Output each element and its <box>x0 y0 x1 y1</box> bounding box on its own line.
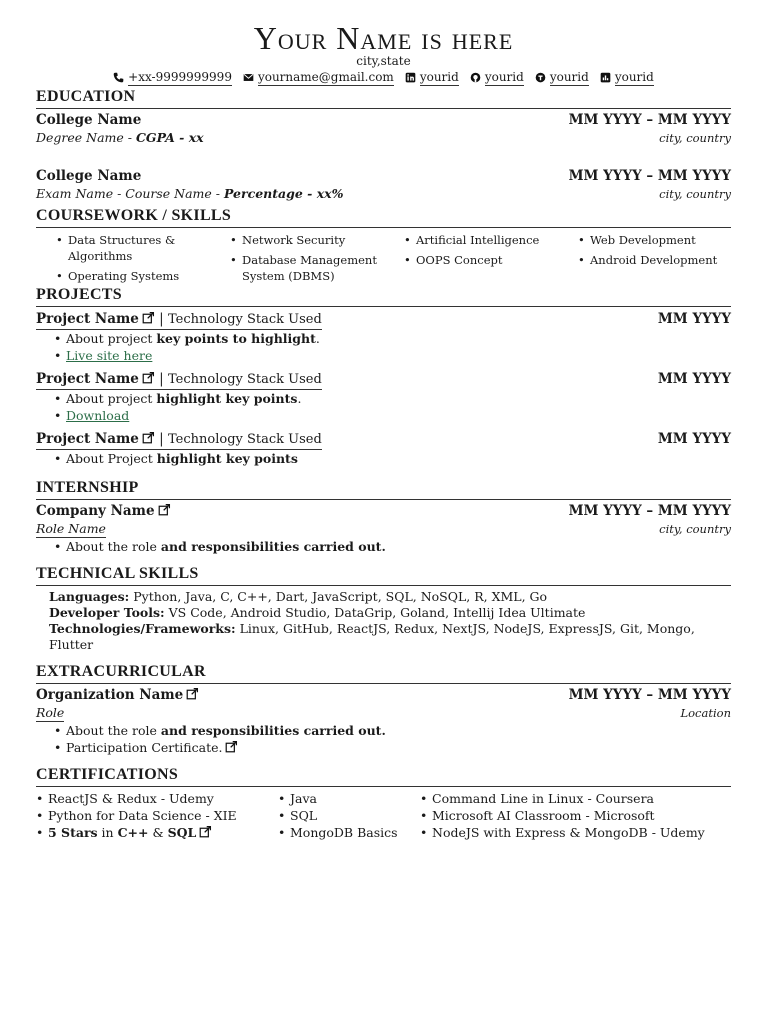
list-item: • ReactJS & Redux - Udemy <box>36 790 278 807</box>
contact-codechef[interactable] <box>535 69 589 86</box>
skills-list <box>36 589 731 653</box>
list-item: • SQL <box>278 807 420 824</box>
education-place: city, country <box>659 187 731 201</box>
education-dates: MM YYYY – MM YYYY <box>568 168 731 184</box>
project-points <box>36 330 731 364</box>
list-item: • Python for Data Science - XIE <box>36 807 278 824</box>
internship-entry <box>36 502 731 555</box>
internship-points <box>36 538 731 555</box>
external-link-icon[interactable] <box>142 371 155 384</box>
mail-icon <box>243 72 254 83</box>
external-link-icon[interactable] <box>158 503 171 516</box>
external-link-icon[interactable] <box>199 825 212 838</box>
project-entry <box>36 370 731 424</box>
role-name: Role <box>36 705 65 720</box>
list-item: • Data Structures & Algorithms <box>56 232 230 264</box>
contact-bar <box>36 69 731 86</box>
phone-text: +xx-9999999999 <box>128 70 232 84</box>
company-title: Company Name <box>36 502 171 520</box>
resume-name: Your Name is here <box>253 20 514 56</box>
leetcode-text: yourid <box>614 70 654 84</box>
codechef-icon <box>535 72 546 83</box>
section-heading-education: EDUCATION <box>36 88 731 109</box>
certifications-column <box>420 790 720 841</box>
project-date: MM YYYY <box>657 371 731 387</box>
role-name: Role Name <box>36 521 106 536</box>
section-heading-coursework: COURSEWORK / SKILLS <box>36 207 731 228</box>
resume-location: city,state <box>356 54 411 68</box>
email-text: yourname@gmail.com <box>257 70 394 84</box>
coursework-grid <box>36 232 731 284</box>
list-item: • Command Line in Linux - Coursera <box>420 790 720 807</box>
list-item: • MongoDB Basics <box>278 824 420 841</box>
section-heading-internship: INTERNSHIP <box>36 479 731 500</box>
list-item: • Participation Certificate. <box>54 739 731 756</box>
list-item: • Network Security <box>230 232 404 248</box>
contact-github[interactable] <box>470 69 524 86</box>
project-points <box>36 450 731 467</box>
internship-place: city, country <box>659 522 731 536</box>
coursework-column <box>56 232 230 284</box>
education-entry <box>36 111 731 147</box>
project-date: MM YYYY <box>657 311 731 327</box>
list-item: • NodeJS with Express & MongoDB - Udemy <box>420 824 720 841</box>
list-item: • Operating Systems <box>56 268 230 284</box>
coursework-column <box>404 232 578 284</box>
list-item <box>54 347 731 364</box>
project-title: Project Name | Technology Stack Used <box>36 370 322 390</box>
education-dates: MM YYYY – MM YYYY <box>568 112 731 128</box>
list-item: • Database Management System (DBMS) <box>230 252 404 284</box>
external-link-icon[interactable] <box>142 431 155 444</box>
github-text: yourid <box>484 70 524 84</box>
list-item: • About Project highlight key points <box>54 450 731 467</box>
school-name: College Name <box>36 112 142 128</box>
section-heading-projects: PROJECTS <box>36 286 731 307</box>
school-name: College Name <box>36 168 142 184</box>
extracurricular-points <box>36 722 731 756</box>
list-item: • Artificial Intelligence <box>404 232 578 248</box>
list-item: • 5 Stars in C++ & SQL <box>36 824 278 841</box>
education-entry <box>36 167 731 203</box>
degree-line: Exam Name - Course Name - Percentage - xx% <box>36 186 344 201</box>
internship-dates: MM YYYY – MM YYYY <box>568 503 731 519</box>
github-icon <box>470 72 481 83</box>
project-entry <box>36 430 731 467</box>
list-item: • About project highlight key points. <box>54 390 731 407</box>
organization-title: Organization Name <box>36 686 199 704</box>
live-site-link[interactable]: Live site here <box>66 348 153 363</box>
degree-line: Degree Name - CGPA - xx <box>36 130 204 145</box>
extracurricular-dates: MM YYYY – MM YYYY <box>568 687 731 703</box>
leetcode-icon <box>600 72 611 83</box>
external-link-icon[interactable] <box>142 311 155 324</box>
project-title: Project Name | Technology Stack Used <box>36 310 322 330</box>
section-heading-technical-skills: TECHNICAL SKILLS <box>36 565 731 586</box>
list-item: • Microsoft AI Classroom - Microsoft <box>420 807 720 824</box>
list-item: • About project key points to highlight. <box>54 330 731 347</box>
certifications-column <box>278 790 420 841</box>
contact-leetcode[interactable] <box>600 69 654 86</box>
list-item: • Android Development <box>578 252 728 268</box>
certifications-grid <box>36 790 731 841</box>
coursework-column <box>230 232 404 284</box>
list-item: • About the role and responsibilities carried out. <box>54 538 731 555</box>
download-link[interactable]: Download <box>66 408 130 423</box>
project-title: Project Name | Technology Stack Used <box>36 430 322 450</box>
resume-page <box>36 18 731 841</box>
contact-phone[interactable] <box>113 69 232 86</box>
skills-row: Languages: Python, Java, C, C++, Dart, JavaScript, SQL, NoSQL, R, XML, Go <box>49 589 548 604</box>
extracurricular-entry <box>36 686 731 756</box>
extracurricular-place: Location <box>680 706 731 720</box>
project-points <box>36 390 731 424</box>
list-item: • OOPS Concept <box>404 252 578 268</box>
education-place: city, country <box>659 131 731 145</box>
external-link-icon[interactable] <box>225 740 238 753</box>
list-item: • Web Development <box>578 232 728 248</box>
project-date: MM YYYY <box>657 431 731 447</box>
linkedin-icon <box>405 72 416 83</box>
list-item <box>54 407 731 424</box>
contact-email[interactable] <box>243 69 394 86</box>
phone-icon <box>113 72 124 83</box>
external-link-icon[interactable] <box>186 687 199 700</box>
contact-linkedin[interactable] <box>405 69 459 86</box>
list-item: • Java <box>278 790 420 807</box>
list-item: • About the role and responsibilities carried out. <box>54 722 731 739</box>
skills-row: Developer Tools: VS Code, Android Studio, DataGrip, Goland, Intellij Idea Ultimate <box>49 605 586 620</box>
section-heading-extracurricular: EXTRACURRICULAR <box>36 663 731 684</box>
linkedin-text: yourid <box>419 70 459 84</box>
certifications-column <box>36 790 278 841</box>
coursework-column <box>578 232 728 284</box>
project-entry <box>36 310 731 364</box>
section-heading-certifications: CERTIFICATIONS <box>36 766 731 787</box>
codechef-text: yourid <box>549 70 589 84</box>
skills-row: Technologies/Frameworks: Linux, GitHub, ReactJS, Redux, NextJS, NodeJS, ExpressJS, Git, Mongo, Flutter <box>49 621 695 652</box>
